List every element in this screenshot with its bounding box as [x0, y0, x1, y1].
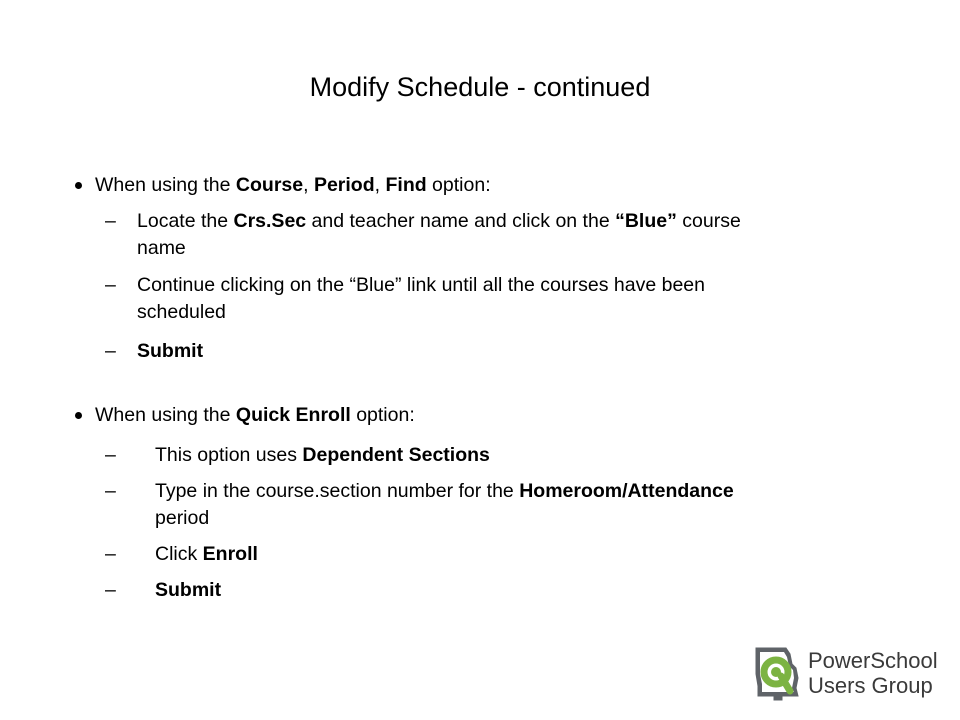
text: Click	[155, 543, 203, 565]
text: When using the	[95, 404, 236, 426]
text: option:	[350, 404, 415, 426]
logo-line-1: PowerSchool	[808, 648, 938, 673]
text: ,	[303, 174, 314, 196]
bold-quick-enroll: Quick Enroll	[235, 404, 351, 426]
bold-blue: “Blue”	[615, 210, 677, 232]
bold-course: Course	[235, 174, 304, 196]
bold-crs-sec: Crs.Sec	[233, 210, 307, 232]
dash-marker: –	[105, 579, 116, 601]
subitem-click-enroll	[155, 541, 258, 568]
powerschool-users-group-logo	[752, 644, 942, 704]
state-outline-logo-icon	[752, 644, 802, 702]
subitem-type-in-cont: period	[155, 507, 210, 529]
text: Locate the	[137, 210, 234, 232]
bold-dependent-sections: Dependent Sections	[302, 444, 490, 466]
dash-marker: –	[105, 210, 116, 232]
logo-wordmark	[808, 648, 938, 698]
bullet-course-period-find	[95, 172, 491, 199]
subitem-submit	[155, 577, 221, 604]
bullet-dot	[75, 182, 82, 189]
subitem-continue: Continue clicking on the “Blue” link until all the courses have been	[137, 274, 705, 296]
dash-marker: –	[105, 444, 116, 466]
bold-period: Period	[313, 174, 375, 196]
subitem-continue-cont: scheduled	[137, 301, 226, 323]
dash-marker: –	[105, 274, 116, 296]
logo-line-2: Users Group	[808, 673, 933, 698]
bold-enroll: Enroll	[202, 543, 258, 565]
subitem-type-in	[155, 478, 734, 505]
bullet-quick-enroll	[95, 402, 415, 429]
text: ,	[374, 174, 386, 196]
bold-find: Find	[385, 174, 427, 196]
text: option:	[426, 174, 491, 196]
subitem-locate-cont: name	[137, 237, 186, 259]
dash-marker: –	[105, 543, 116, 565]
bold-homeroom-attendance: Homeroom/Attendance	[519, 480, 734, 502]
text: When using the	[95, 174, 236, 196]
subitem-submit	[137, 338, 203, 365]
dash-marker: –	[105, 480, 116, 502]
text: Type in the course.section number for the	[155, 480, 520, 502]
text: and teacher name and click on the	[306, 210, 616, 232]
slide-title: Modify Schedule - continued	[309, 72, 651, 102]
text: course	[676, 210, 741, 232]
bold-submit: Submit	[137, 340, 204, 362]
dash-marker: –	[105, 340, 116, 362]
subitem-locate	[137, 208, 741, 235]
bullet-dot	[75, 412, 82, 419]
subitem-dependent-sections	[155, 442, 490, 469]
bold-submit: Submit	[155, 579, 222, 601]
text: This option uses	[155, 444, 303, 466]
